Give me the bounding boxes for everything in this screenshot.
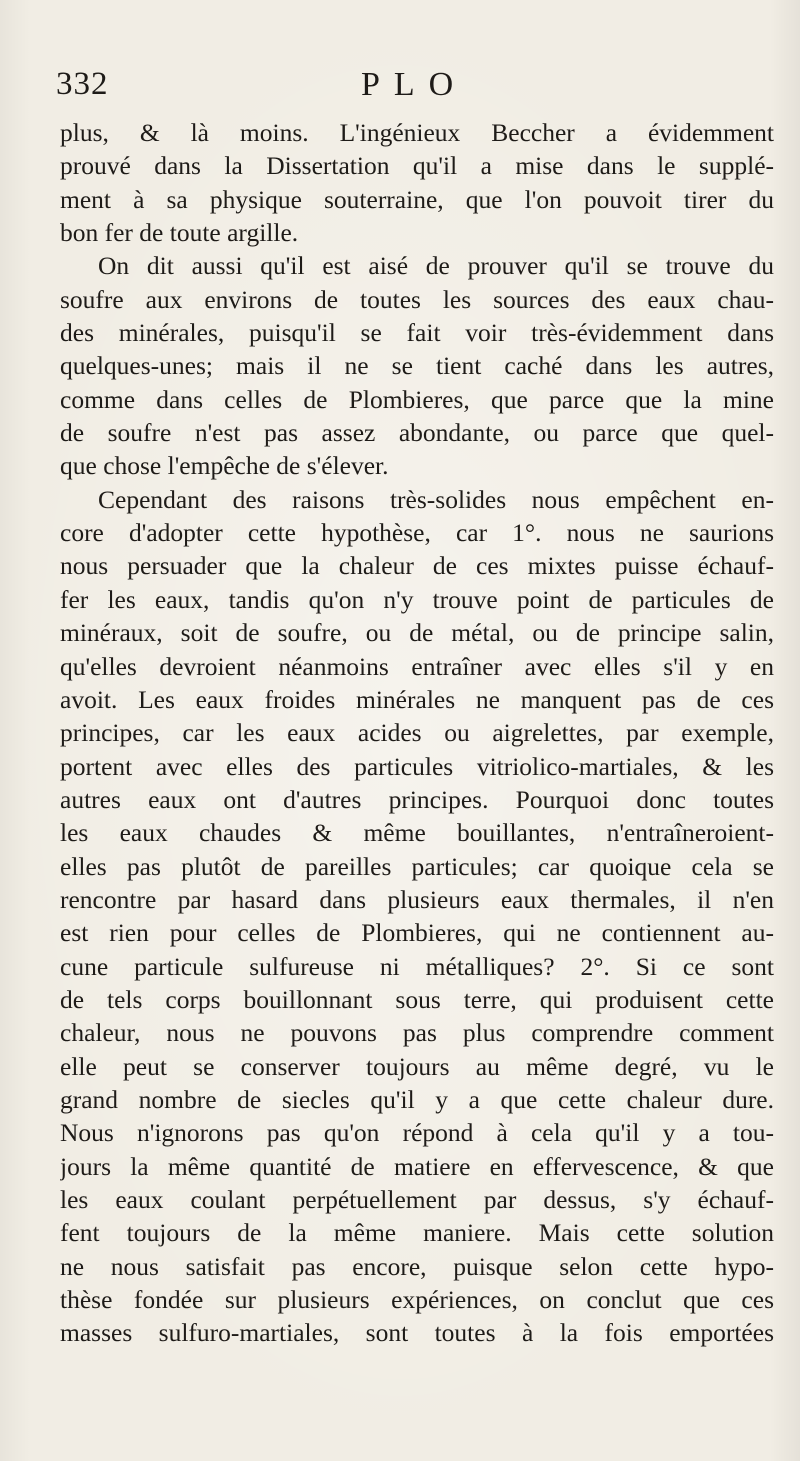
text-line: masses sulfuro-martiales, sont toutes à la fois emportées [60,1318,774,1348]
running-head: PLO [361,66,468,103]
text-line: que chose l'empêche de s'élever. [60,451,389,481]
page-number: 332 [56,66,109,102]
text-line: thèse fondée sur plusieurs expériences, on conclut que ces [60,1285,774,1315]
text-line: principes, car les eaux acides ou aigrelettes, par exemple, [60,718,774,748]
text-line: comme dans celles de Plombieres, que parce que la mine [60,384,774,414]
text-line: fer les eaux, tandis qu'on n'y trouve point de particules de [60,584,774,614]
paragraph [60,249,774,482]
text-line: elles pas plutôt de pareilles particules; car quoique cela se [60,851,774,881]
text-line: ment à sa physique souterraine, que l'on pouvoit tirer du [60,184,774,214]
text-line: les eaux chaudes & même bouillantes, n'entraîneroient- [60,818,774,848]
body-text [60,116,774,1350]
text-line: prouvé dans la Dissertation qu'il a mise dans le supplé- [60,151,774,181]
text-line: nous persuader que la chaleur de ces mixtes puisse échauf- [60,551,774,581]
text-line: les eaux coulant perpétuellement par dessus, s'y échauf- [60,1185,774,1214]
text-line: fent toujours de la même maniere. Mais cette solution [60,1218,774,1248]
text-line: soufre aux environs de toutes les sources des eaux chau- [60,284,774,314]
text-line: ne nous satisfait pas encore, puisque selon cette hypo- [60,1251,774,1281]
text-line: minéraux, soit de soufre, ou de métal, ou de principe salin, [60,618,774,648]
text-line: plus, & là moins. L'ingénieux Beccher a évidemment [60,118,774,147]
text-line: grand nombre de siecles qu'il y a que cette chaleur dure. [60,1084,774,1114]
text-line: portent avec elles des particules vitriolico-martiales, & les [60,751,774,781]
text-line: Nous n'ignorons pas qu'on répond à cela qu'il y a tou- [60,1118,774,1148]
text-line: jours la même quantité de matiere en effervescence, & que [60,1151,774,1181]
text-line: bon fer de toute argille. [60,218,299,248]
text-line: de tels corps bouillonnant sous terre, qui produisent cette [60,984,774,1014]
page-header [56,66,776,110]
text-line: cune particule sulfureuse ni métalliques? 2°. Si ce sont [60,951,774,981]
text-line: chaleur, nous ne pouvons pas plus comprendre comment [60,1018,774,1048]
paragraph [60,483,774,1350]
text-line: elle peut se conserver toujours au même degré, vu le [60,1051,774,1081]
text-line: Cependant des raisons très-solides nous empêchent en- [98,484,774,514]
text-line: avoit. Les eaux froides minérales ne manquent pas de ces [60,684,774,714]
paragraph [60,116,774,249]
text-line: On dit aussi qu'il est aisé de prouver qu'il se trouve du [98,251,774,281]
text-line: est rien pour celles de Plombieres, qui ne contiennent au- [60,918,774,948]
text-line: qu'elles devroient néanmoins entraîner avec elles s'il y en [60,651,774,681]
text-line: core d'adopter cette hypothèse, car 1°. nous ne saurions [60,518,774,548]
text-line: des minérales, puisqu'il se fait voir très-évidemment dans [60,318,774,348]
text-line: autres eaux ont d'autres principes. Pourquoi donc toutes [60,784,774,814]
text-line: quelques-unes; mais il ne se tient caché dans les autres, [60,351,774,381]
text-line: de soufre n'est pas assez abondante, ou parce que quel- [60,418,774,448]
text-line: rencontre par hasard dans plusieurs eaux thermales, il n'en [60,884,774,914]
